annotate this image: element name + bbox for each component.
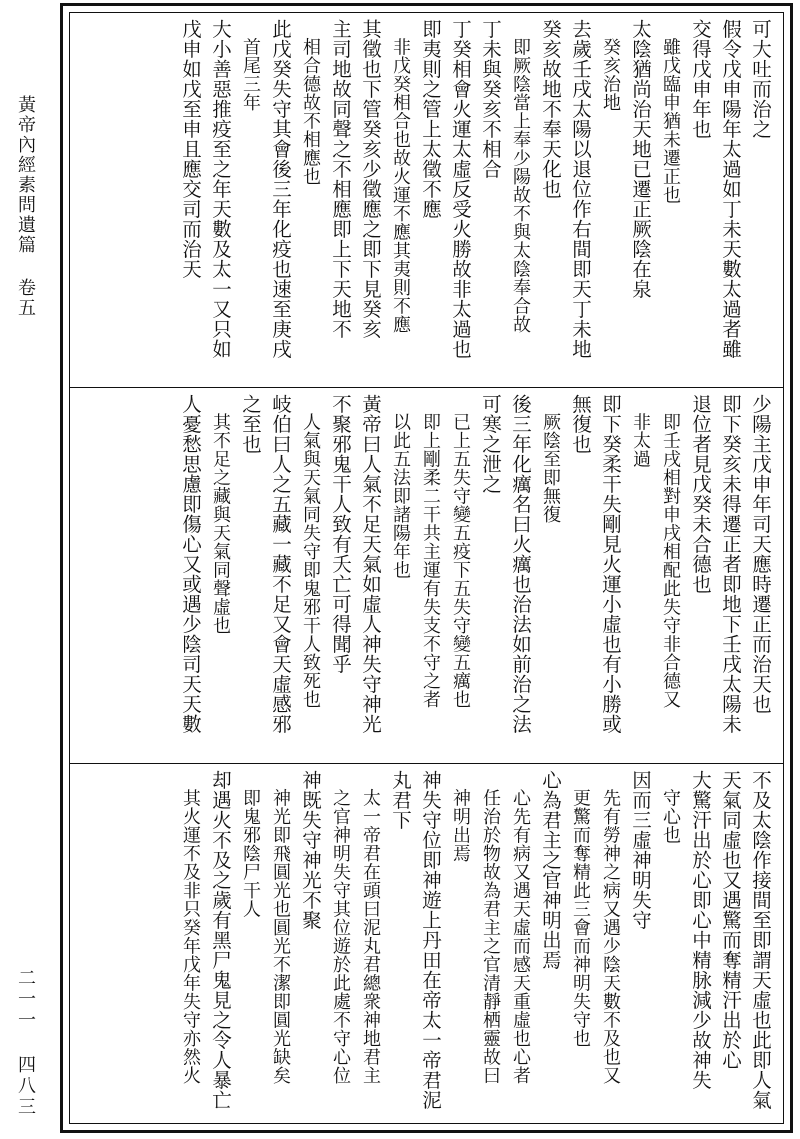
text-column: 其徵也下管癸亥少徵應之即下見癸亥: [359, 19, 382, 339]
text-column: 雖戊臨申猶未遷正也: [660, 19, 681, 204]
text-column: 無復也: [569, 394, 592, 454]
page-frame: [60, 3, 793, 1133]
text-column: 其火運不及非只癸年戊年失守亦然火: [180, 770, 201, 1085]
text-column: 交得戊申年也: [689, 19, 712, 139]
text-column: 其不足之藏與天氣同聲虛也: [210, 394, 231, 635]
text-band-top: [70, 13, 783, 388]
book-title: 黃帝內經素問遺篇 卷五: [15, 95, 36, 318]
text-column: 却遇火不及之歲有黑尸鬼見之令人暴亡: [209, 770, 232, 1110]
text-columns: [78, 770, 775, 1123]
text-column: 黃帝曰人氣不足天氣如虛人神失守神光: [359, 394, 382, 734]
text-column: 退位者見戊癸未合德也: [689, 394, 712, 594]
text-column: 之至也: [239, 394, 262, 454]
text-column: 即厥陰當上奉少陽故不與太陰奉合故: [510, 19, 531, 334]
text-column: 神光即飛圓光也圓光不潔即圓光缺矣: [270, 770, 291, 1085]
page-frame-inner: [69, 12, 784, 1124]
text-column: 已上五失守變五疫下五失守變五癘也: [450, 394, 471, 709]
text-column: 即壬戌相對申戌相配此失守非合德又: [660, 394, 681, 709]
text-column: 人氣與天氣同失守即鬼邪干人致死也: [300, 394, 321, 709]
text-column: 主司地故同聲之不相應即上下天地不: [329, 19, 352, 339]
text-column: 人憂愁思慮即傷心又或遇少陰司天天數: [179, 394, 202, 734]
text-column: 天氣同虛也又遇驚而奪精汗出於心: [719, 770, 742, 1070]
text-column: 神失守位即神遊上丹田在帝太一帝君泥: [419, 770, 442, 1110]
text-column: 神既失守神光不聚: [299, 770, 322, 930]
text-column: 首尾三年: [240, 19, 261, 112]
text-column: 任治於物故為君主之官清靜栖靈故曰: [480, 770, 501, 1085]
text-column: 即夷則之管上太徵不應: [419, 19, 442, 219]
text-band-middle: [70, 388, 783, 764]
text-column: 神明出焉: [450, 770, 471, 863]
text-column: 少陽主戊申年司天應時遷正而治天也: [749, 394, 772, 714]
text-column: 丁未與癸亥不相合: [479, 19, 502, 179]
text-column: 不及太陰作接間至即謂天虛也此即人氣: [749, 770, 772, 1110]
text-column: 丸君下: [389, 770, 412, 830]
text-column: 癸亥故地不奉天化也: [539, 19, 562, 199]
text-column: 即下癸柔干失剛見火運小虛也有小勝或: [599, 394, 622, 734]
text-column: 即鬼邪陰尸干人: [240, 770, 261, 918]
text-column: 即下癸亥未得遷正者即地下壬戌太陽未: [719, 394, 742, 734]
text-column: 戊申如戊至申且應交司而治天: [179, 19, 202, 279]
text-column: 太陰猶尚治天地已遷正厥陰在泉: [629, 19, 652, 299]
text-column: 岐伯曰人之五藏一藏不足又會天虛感邪: [269, 394, 292, 734]
text-column: 因而三虛神明失守: [629, 770, 652, 930]
text-column: 可寒之泄之: [479, 394, 502, 494]
text-column: 去歲壬戌太陽以退位作右間即天丁未地: [569, 19, 592, 359]
text-column: 相合德故不相應也: [300, 19, 321, 186]
text-column: 先有勞神之病又遇少陰天數不及也又: [600, 770, 621, 1085]
text-column: 心為君主之官神明出焉: [539, 770, 562, 970]
text-column: 太一帝君在頭曰泥丸君總衆神地君主: [360, 770, 381, 1085]
left-margin: [0, 0, 60, 1139]
text-column: 大小善惡推疫至之年天數及太一又只如: [209, 19, 232, 359]
text-columns: [78, 19, 775, 381]
text-column: 非戊癸相合也故火運不應其夷則不應: [390, 19, 411, 334]
text-column: 更驚而奪精此三會而神明失守也: [570, 770, 591, 1048]
text-column: 可大吐而治之: [749, 19, 772, 139]
text-column: 心先有病又遇天虛而感天重虛也心者: [510, 770, 531, 1085]
text-column: 非太過: [630, 394, 651, 468]
text-column: 後三年化癘名曰火癘也治法如前治之法: [509, 394, 532, 734]
text-column: 丁癸相會火運太虛反受火勝故非太過也: [449, 19, 472, 359]
text-column: 即上剛柔二干共主運有失支不守之者: [420, 394, 441, 709]
text-column: 之官神明失守其位遊於此處不守心位: [330, 770, 351, 1085]
text-column: 不聚邪鬼干人致有夭亡可得聞乎: [329, 394, 352, 674]
text-column: 此戊癸失守其會後三年化疫也速至庚戌: [269, 19, 292, 359]
text-column: 守心也: [660, 770, 681, 844]
text-column: 大驚汗出於心即心中精脉減少故神失: [689, 770, 712, 1090]
text-column: 以此五法即諸陽年也: [390, 394, 411, 579]
text-column: 癸亥治地: [600, 19, 621, 112]
text-band-bottom: [70, 764, 783, 1129]
text-columns: [78, 394, 775, 757]
page-number: 二一一 四八三: [15, 968, 36, 1118]
text-column: 厥陰至即無復: [540, 394, 561, 524]
text-column: 假令戊申陽年太過如丁未天數太過者雖: [719, 19, 742, 359]
